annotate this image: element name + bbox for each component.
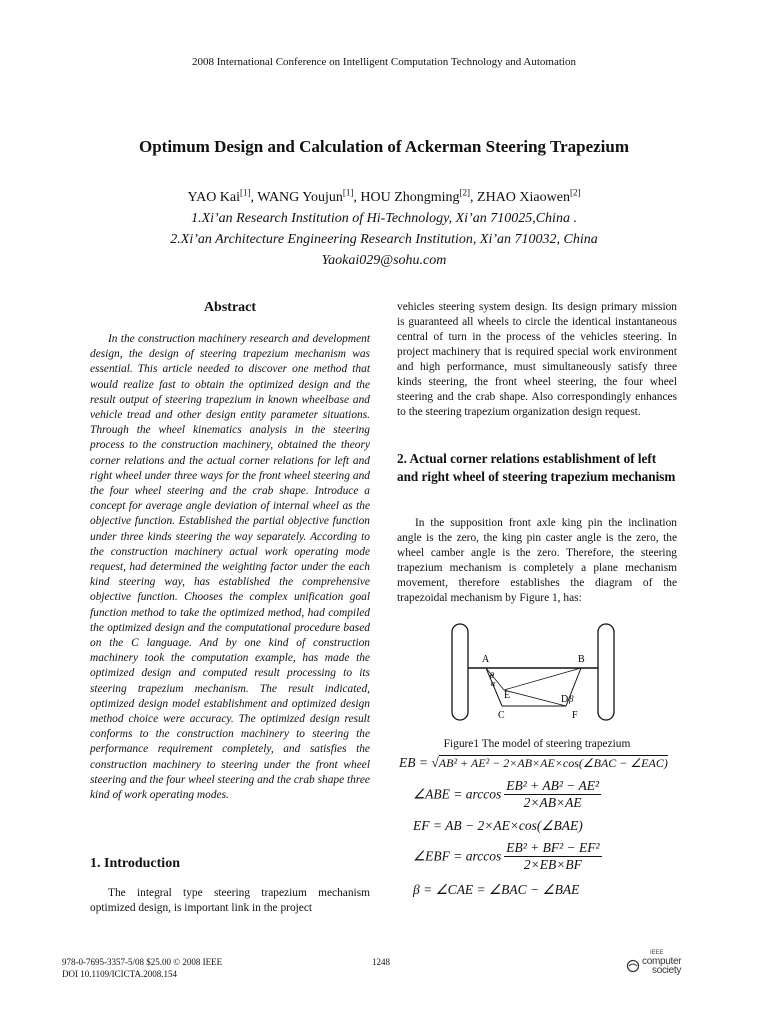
- intro-heading: 1. Introduction: [90, 856, 180, 871]
- author-name: ZHAO Xiaowen: [477, 190, 570, 205]
- intro-continuation-text: vehicles steering system design. Its design primary mission is guaranteed all wheels to circle the identical instantaneous central of turn in the process of the vehicles steering. In project machinery that is required special work environment and high performance, must simultaneously satisfy three kinds steering, the front wheel steering, the four wheel steering and the crab shape. Also correspondingly enhances to the steering trapezium organization design request.: [397, 301, 677, 418]
- equation-4-numerator: EB² + BF² − EF²: [506, 840, 600, 855]
- author-separator: ,: [250, 190, 258, 205]
- label-d: D: [561, 694, 569, 705]
- footer-doi: DOI 10.1109/ICICTA.2008.154: [62, 969, 177, 979]
- equation-5: β = ∠CAE = ∠BAC − ∠BAE: [413, 882, 580, 897]
- sqrt-symbol: √: [431, 755, 439, 770]
- page-number: 1248: [372, 957, 390, 967]
- equation-2-numerator: EB² + AB² − AE²: [506, 778, 600, 793]
- label-theta: θ: [490, 671, 494, 680]
- author-block: [0, 187, 768, 271]
- label-e: E: [504, 690, 511, 701]
- affiliation-2: 2.Xi’an Architecture Engineering Research Institution, Xi’an 710032, China: [170, 232, 598, 247]
- author-separator: ,: [353, 190, 361, 205]
- label-b: B: [578, 654, 585, 665]
- equation-1: [399, 755, 668, 771]
- section-2-text: In the supposition front axle king pin the inclination angle is the zero, the king pin caster angle is the zero, the wheel camber angle is the zero. Therefore, the steering trapezium mechanism is completely a plane mechanism movement, therefore establishes the diagram of the trapezoidal mechanism by Figure 1, has:: [397, 517, 677, 604]
- logo-ieee-text: IEEE: [650, 950, 664, 956]
- equation-1-radicand: AB² + AE² − 2×AB×AE×cos(∠BAC − ∠EAC): [438, 756, 668, 770]
- equation-2-denominator: 2×AB×AE: [523, 795, 582, 810]
- author-separator: ,: [470, 190, 478, 205]
- figure-caption: Figure1 The model of steering trapezium: [443, 738, 631, 750]
- construction-line-eb: [504, 668, 581, 690]
- equation-4-denominator: 2×EB×BF: [523, 857, 582, 872]
- author-name: YAO Kai: [187, 190, 241, 205]
- equation-2-fraction: [504, 778, 601, 811]
- equation-4-lhs: ∠EBF = arccos: [413, 848, 502, 864]
- equation-4-fraction: [504, 840, 601, 873]
- author-superscript: [1]: [240, 187, 251, 198]
- right-wheel: [598, 624, 614, 720]
- author-name: HOU Zhongming: [360, 190, 460, 205]
- author-superscript: [2]: [459, 187, 471, 198]
- label-alpha: α: [491, 679, 496, 688]
- logo-computer-text: computer: [642, 956, 682, 967]
- footer-isbn: 978-0-7695-3357-5/08 $25.00 © 2008 IEEE: [62, 957, 223, 967]
- equation-3: EF = AB − 2×AE×cos(∠BAE): [413, 818, 583, 833]
- abstract-text: In the construction machinery research and development design, the design of steering trapezium mechanism was essential. This article needed to discover one method that would realize fast to obtain the optimized design and the result output of steering trapezium in known wheelbase and vehicle tread and other design entity parameter situations. Through the wheel kinematics analysis in the steering process to the construction machinery, obtained the theory corner relations and the actual corner relations for left and right wheel under three ways for the front wheel steering and the four wheel steering and the crab shape. Introduce a concept for average angle deviation of internal wheel as the objective function. Established the partial objective function under three kinds steering the way separately. According to the construction machinery actual work operating mode request, had determined the weighting factor under the each kind steering way, has established the comprehensive objective function. Chooses the complex unification goal function method to take the optimized method, had compiled the optimized design and the computational procedure based on the C language. And by one kind of construction machinery took the computation example, has made the optimized design and computed result processing to its steering trapezium mechanism. The result indicated, optimized design model establishment and optimized design method choice were accuracy. The optimized design result conforms to the construction machinery to steering the performance requirement completely, and satisfies the construction machinery to steering under the front wheel steering and the four wheel steering and the crab shape three kind of work operating modes.: [90, 333, 370, 802]
- affiliation-1: 1.Xi’an Research Institution of Hi-Technology, Xi’an 710025,China .: [191, 211, 577, 226]
- intro-text: The integral type steering trapezium mechanism optimized design, is important link in the project: [90, 887, 370, 914]
- abstract-heading: Abstract: [203, 300, 257, 315]
- author-email: Yaokai029@sohu.com: [321, 253, 447, 268]
- conference-header: 2008 International Conference on Intelligent Computation Technology and Automation: [192, 56, 576, 68]
- steering-trapezium-figure: [448, 622, 628, 722]
- logo-society-text: society: [652, 965, 682, 976]
- label-f: F: [572, 710, 578, 721]
- paper-title: Optimum Design and Calculation of Ackerman Steering Trapezium: [138, 137, 629, 156]
- equation-1-lhs: EB =: [399, 755, 432, 770]
- construction-line-ed: [504, 690, 569, 706]
- section-2-heading: 2. Actual corner relations establishment of left and right wheel of steering trapezium mechanism: [397, 451, 676, 484]
- author-name: WANG Youjun: [257, 190, 343, 205]
- label-beta: β: [569, 694, 574, 704]
- label-a: A: [482, 654, 490, 665]
- left-wheel: [452, 624, 468, 720]
- logo-icon: [626, 959, 640, 973]
- equation-4: [413, 840, 602, 873]
- author-list: [0, 187, 768, 208]
- label-c: C: [498, 710, 505, 721]
- equation-2-lhs: ∠ABE = arccos: [413, 786, 502, 802]
- computer-society-logo: [626, 950, 696, 978]
- equation-2: [413, 778, 601, 811]
- author-superscript: [1]: [342, 187, 354, 198]
- author-superscript: [2]: [569, 187, 581, 198]
